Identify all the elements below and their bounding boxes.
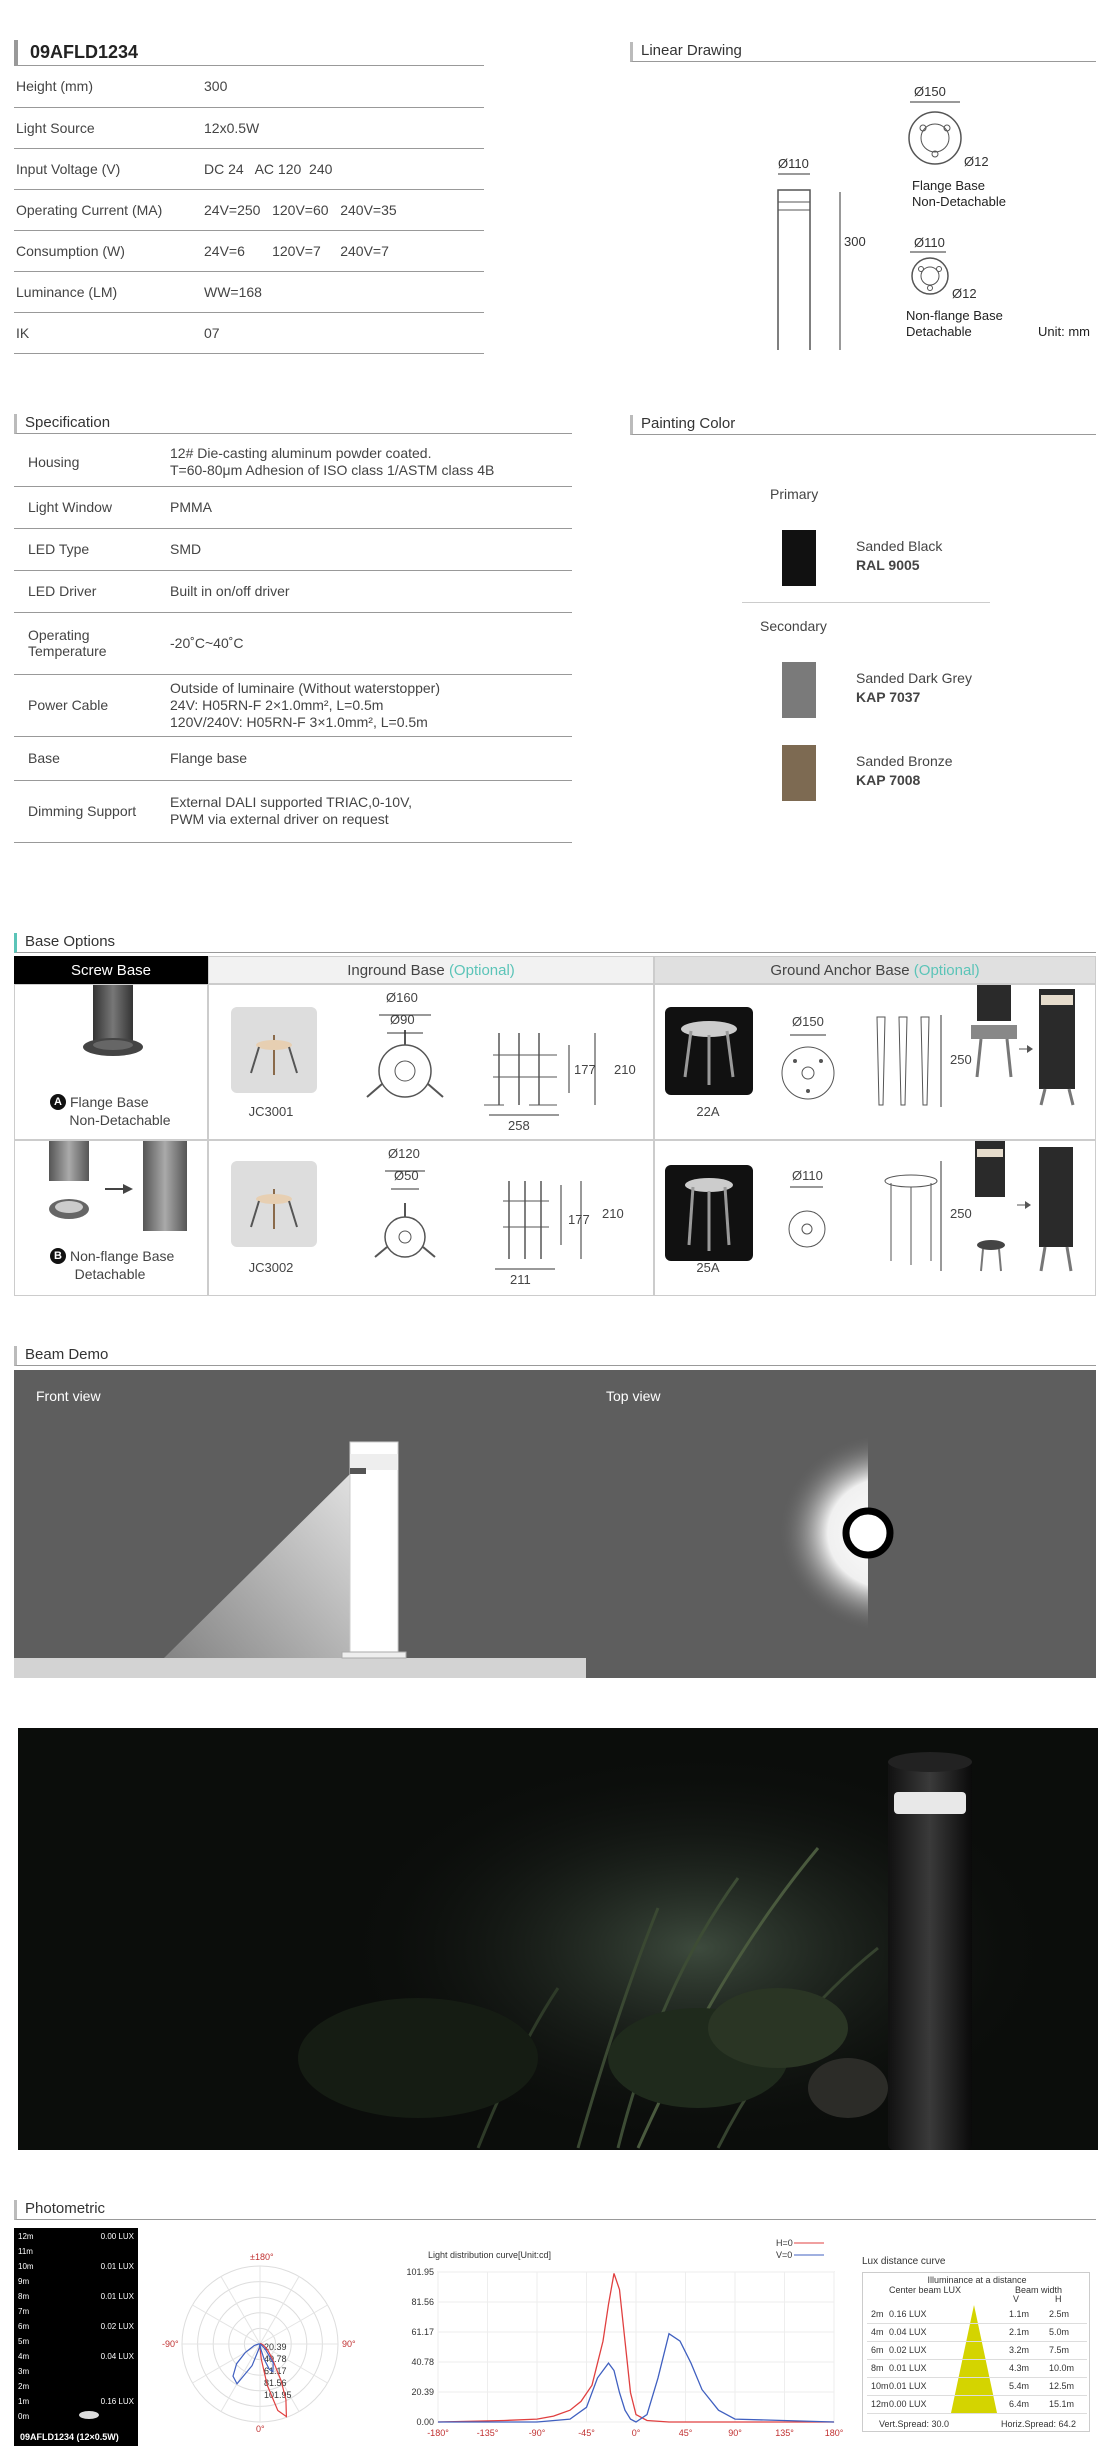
inground-title: Inground Base: [347, 962, 445, 979]
front-beam: [164, 1452, 350, 1658]
spec-value-line: External DALI supported TRIAC,0-10V,: [170, 794, 413, 810]
isolux-distance: 10m: [18, 2262, 34, 2271]
curve-xtick: 180°: [824, 2428, 844, 2438]
curve-xtick: 90°: [728, 2428, 742, 2438]
polar-ring-label: 101.95: [264, 2390, 292, 2400]
curve-xtick: 135°: [775, 2428, 794, 2438]
lux-distance: 10m: [871, 2381, 889, 2391]
spec-value: [170, 438, 572, 486]
lux-distance: 12m: [871, 2399, 889, 2409]
lux-beam-v: 4.3m: [1009, 2363, 1030, 2373]
main-diameter-label: Ø110: [778, 156, 809, 171]
tech-spec-value: WW=168: [204, 271, 484, 312]
spec-value: [170, 780, 572, 842]
lux-row-divider: [867, 2377, 1087, 2378]
isolux-value: 0.01 LUX: [100, 2262, 134, 2271]
inground2-d1: Ø120: [388, 1146, 420, 1161]
isolux-value: 0.04 LUX: [100, 2352, 134, 2361]
polar-ring-label: 61.17: [264, 2366, 287, 2376]
top-bollard: [846, 1511, 890, 1555]
front-view-label: Front view: [36, 1388, 101, 1404]
inground2-h2: 210: [602, 1206, 624, 1221]
spec-value: [170, 736, 572, 780]
lux-beam-h: 12.5m: [1049, 2381, 1075, 2391]
lux-value: 0.01 LUX: [889, 2363, 927, 2373]
lux-beam-v: 2.1m: [1009, 2327, 1030, 2337]
isolux-distance: 4m: [18, 2352, 30, 2361]
spec-label: Housing: [14, 438, 170, 486]
spec-value: [170, 612, 572, 674]
primary-label: Primary: [770, 486, 819, 502]
front-bollard: [350, 1442, 398, 1658]
lux-distance-box: [862, 2272, 1090, 2432]
tech-spec-label: Light Source: [14, 107, 204, 148]
polar-ring-label: 81.56: [264, 2378, 287, 2388]
inground1-h1: 177: [574, 1062, 596, 1077]
spec-value-line: Flange base: [170, 749, 248, 766]
spec-value-line: 120V/240V: H05RN-F 3×1.0mm², L=0.5m: [170, 713, 428, 730]
curve-xtick: 0°: [631, 2428, 641, 2438]
polar-chart: [150, 2244, 370, 2444]
anchor1-h: 250: [950, 1052, 972, 1067]
polar-bottom-label: 0°: [256, 2424, 265, 2434]
isolux-distance: 3m: [18, 2367, 30, 2376]
tech-spec-row: [14, 230, 484, 271]
lux-beam-v: 1.1m: [1009, 2309, 1030, 2319]
lux-row-divider: [867, 2323, 1087, 2324]
isolux-footer: 09AFLD1234 (12×0.5W): [20, 2432, 119, 2442]
base-options-header: Base Options: [14, 933, 1096, 953]
tech-spec-value: 24V=6 120V=7 240V=7: [204, 230, 484, 271]
anchor-25a-code: 25A: [696, 1260, 720, 1275]
spec-value-line: SMD: [170, 540, 202, 557]
curve-title: Light distribution curve[Unit:cd]: [428, 2250, 552, 2260]
polar-ring-label: 20.39: [264, 2342, 287, 2352]
flange-dia-label: Ø150: [914, 84, 946, 99]
isolux-panel: [14, 2228, 138, 2446]
tech-spec-label: Input Voltage (V): [14, 148, 204, 189]
painting-color-header: Painting Color: [630, 415, 1096, 435]
curve-xtick: -45°: [578, 2428, 595, 2438]
specification-header: Specification: [14, 414, 572, 434]
lux-col-center: Center beam LUX: [889, 2285, 962, 2295]
spec-label: Base: [14, 736, 170, 780]
spec-value-line: PMMA: [170, 498, 212, 515]
lux-distance: 6m: [871, 2345, 884, 2355]
tech-spec-row: [14, 271, 484, 312]
spec-label: Dimming Support: [14, 780, 170, 842]
inground-optional: (Optional): [448, 962, 515, 979]
unit-label: Unit: mm: [1038, 324, 1090, 339]
inground2-w: 211: [510, 1272, 531, 1287]
front-view-panel: [14, 1370, 586, 1678]
legend-h: H=0: [776, 2238, 793, 2248]
photometric-header: Photometric: [14, 2200, 1096, 2220]
legend-v: V=0: [776, 2250, 793, 2260]
spec-value-line: PWM via external driver on request: [170, 811, 389, 827]
spec-value: [170, 570, 572, 612]
lux-distance: 2m: [871, 2309, 884, 2319]
anchor-22a-code: 22A: [696, 1104, 720, 1119]
flange-base-caption: Flange Base: [70, 1094, 149, 1110]
isolux-distance: 12m: [18, 2232, 34, 2241]
isolux-distance: 1m: [18, 2397, 30, 2406]
linear-drawing: [630, 70, 1100, 350]
color-code-black: RAL 9005: [856, 557, 920, 573]
curve-xtick: -180°: [427, 2428, 449, 2438]
flange-hole-label: Ø12: [964, 154, 989, 169]
lux-beam-v: 5.4m: [1009, 2381, 1030, 2391]
nonflange-base-drawing: [912, 258, 948, 294]
screw-base-header: Screw Base: [14, 956, 208, 984]
anchor1-d: Ø150: [792, 1014, 824, 1029]
color-divider: [742, 602, 990, 603]
curve-xtick: 45°: [678, 2428, 693, 2438]
anchor2-h: 250: [950, 1206, 972, 1221]
spec-value-line: 24V: H05RN-F 2×1.0mm², L=0.5m: [170, 696, 384, 713]
spec-row: [14, 674, 572, 736]
spec-value-line: T=60-80μm Adhesion of ISO class 1/ASTM class 4B: [170, 461, 495, 478]
spec-row: [14, 570, 572, 612]
lux-distance: 8m: [871, 2363, 884, 2373]
tech-spec-label: Consumption (W): [14, 230, 204, 271]
spec-row: [14, 780, 572, 842]
lux-beam-v: 3.2m: [1009, 2345, 1030, 2355]
inground1-w: 258: [508, 1118, 530, 1133]
tech-spec-row: [14, 107, 484, 148]
linear-drawing-header: Linear Drawing: [630, 42, 1096, 62]
lux-col-beam: Beam width: [1015, 2285, 1063, 2295]
tech-spec-row: [14, 189, 484, 230]
tech-spec-value: 12x0.5W: [204, 107, 484, 148]
isolux-value: 0.00 LUX: [100, 2232, 134, 2241]
anchor-optional: (Optional): [913, 962, 980, 979]
isolux-value: 0.01 LUX: [100, 2292, 134, 2301]
spec-label: Power Cable: [14, 674, 170, 736]
color-name-black: Sanded Black: [856, 538, 943, 554]
lux-beam-h: 15.1m: [1049, 2399, 1075, 2409]
lux-distance-title: Lux distance curve: [862, 2256, 946, 2267]
swatch-bronze: [782, 745, 816, 801]
isolux-value: 0.16 LUX: [100, 2397, 134, 2406]
color-name-dark-grey: Sanded Dark Grey: [856, 670, 972, 686]
spec-value-line: -20˚C~40˚C: [170, 634, 244, 651]
lux-beam-v: 6.4m: [1009, 2399, 1030, 2409]
height-label: 300: [844, 234, 866, 249]
nonflange-base-sublabel: Detachable: [906, 324, 972, 339]
spec-label: LED Type: [14, 528, 170, 570]
model-title: 09AFLD1234: [14, 40, 484, 66]
jc3001-code: JC3001: [248, 1104, 294, 1119]
polar-right-label: 90°: [342, 2339, 356, 2349]
curve-ytick: 101.95: [406, 2267, 434, 2277]
spec-label: Operating Temperature: [14, 612, 170, 674]
lux-distance: 4m: [871, 2327, 884, 2337]
polar-left-label: -90°: [162, 2339, 179, 2349]
spec-value-line: Outside of luminaire (Without waterstopper): [170, 679, 440, 696]
nonflange-base-label: Non-flange Base: [906, 308, 1003, 323]
lux-col-v: V: [1013, 2294, 1020, 2304]
inground1-d1: Ø160: [386, 990, 418, 1005]
isolux-distance: 8m: [18, 2292, 30, 2301]
tech-spec-value: 24V=250 120V=60 240V=35: [204, 189, 484, 230]
night-scene-photo: [18, 1728, 1098, 2150]
curve-xtick: -90°: [528, 2428, 546, 2438]
top-view-panel: [586, 1370, 1096, 1678]
lux-value: 0.02 LUX: [889, 2345, 927, 2355]
flange-base-sublabel: Non-Detachable: [912, 194, 1006, 209]
nonflange-base-caption-sub: Detachable: [74, 1266, 146, 1282]
badge-a: A: [50, 1094, 66, 1110]
tech-spec-label: Height (mm): [14, 66, 204, 107]
inground2-h1: 177: [568, 1212, 590, 1227]
lux-beam-h: 2.5m: [1049, 2309, 1070, 2319]
spec-value-line: 12# Die-casting aluminum powder coated.: [170, 444, 432, 461]
nonflange-base-caption: Non-flange Base: [70, 1248, 175, 1264]
bollard-photo: [888, 1758, 972, 2150]
spec-row: [14, 486, 572, 528]
lux-value: 0.01 LUX: [889, 2381, 927, 2391]
spec-value: [170, 674, 572, 736]
secondary-label: Secondary: [760, 618, 827, 634]
isolux-distance: 11m: [18, 2247, 33, 2256]
lux-value: 0.16 LUX: [889, 2309, 927, 2319]
inground1-h2: 210: [614, 1062, 636, 1077]
spec-row: [14, 438, 572, 486]
flange-base-caption-sub: Non-Detachable: [69, 1112, 171, 1128]
curve-ytick: 40.78: [411, 2357, 434, 2367]
bollard-outline: [778, 190, 810, 350]
tech-spec-table: [14, 66, 484, 354]
tech-spec-row: [14, 66, 484, 107]
top-view-label: Top view: [606, 1388, 661, 1404]
curve-ytick: 0.00: [416, 2417, 434, 2427]
tech-spec-label: Luminance (LM): [14, 271, 204, 312]
swatch-black: [782, 530, 816, 586]
nonflange-hole-label: Ø12: [952, 286, 977, 301]
lux-header: Illuminance at a distance: [927, 2275, 1027, 2285]
swatch-dark-grey: [782, 662, 816, 718]
specification-table: [14, 438, 572, 843]
curve-ytick: 61.17: [411, 2327, 434, 2337]
polar-top-label: ±180°: [250, 2252, 274, 2262]
nonflange-dia-label: Ø110: [914, 235, 945, 250]
curve-ytick: 20.39: [411, 2387, 434, 2397]
tech-spec-value: 300: [204, 66, 484, 107]
tech-spec-row: [14, 312, 484, 353]
isolux-distance: 0m: [18, 2412, 30, 2421]
isolux-distance: 9m: [18, 2277, 30, 2286]
jc3002-code: JC3002: [248, 1260, 294, 1275]
lux-row-divider: [867, 2341, 1087, 2342]
isolux-value: 0.02 LUX: [100, 2322, 134, 2331]
lux-vert-spread: Vert.Spread: 30.0: [879, 2419, 950, 2429]
tech-spec-value: 07: [204, 312, 484, 353]
isolux-distance: 6m: [18, 2322, 30, 2331]
lux-horiz-spread: Horiz.Spread: 64.2: [1001, 2419, 1077, 2429]
lux-beam-h: 7.5m: [1049, 2345, 1070, 2355]
inground2-d2: Ø50: [394, 1168, 419, 1183]
spec-row: [14, 528, 572, 570]
inground1-d2: Ø90: [390, 1012, 415, 1027]
lux-row-divider: [867, 2359, 1087, 2360]
color-name-bronze: Sanded Bronze: [856, 753, 953, 769]
inground-base-header: [208, 956, 654, 984]
badge-b: B: [50, 1248, 66, 1264]
spec-value: [170, 528, 572, 570]
lux-value: 0.00 LUX: [889, 2399, 927, 2409]
anchor2-d: Ø110: [792, 1168, 823, 1183]
lux-row-divider: [867, 2413, 1087, 2414]
spec-label: LED Driver: [14, 570, 170, 612]
lux-col-h: H: [1055, 2294, 1062, 2304]
ground-anchor-header: [654, 956, 1096, 984]
anchor-title: Ground Anchor Base: [770, 962, 910, 979]
isolux-distance: 2m: [18, 2382, 30, 2391]
spec-row: [14, 612, 572, 674]
spec-row: [14, 736, 572, 780]
lux-beam-h: 10.0m: [1049, 2363, 1075, 2373]
lux-beam-h: 5.0m: [1049, 2327, 1070, 2337]
curve-ytick: 81.56: [411, 2297, 434, 2307]
spec-value-line: Built in on/off driver: [170, 582, 290, 599]
color-code-dark-grey: KAP 7037: [856, 689, 921, 705]
isolux-distance: 5m: [18, 2337, 30, 2346]
tech-spec-label: IK: [14, 312, 204, 353]
tech-spec-value: DC 24 AC 120 240: [204, 148, 484, 189]
flange-base-drawing: [909, 112, 961, 164]
tech-spec-label: Operating Current (MA): [14, 189, 204, 230]
flange-base-label: Flange Base: [912, 178, 985, 193]
polar-ring-label: 40.78: [264, 2354, 287, 2364]
spec-value: [170, 486, 572, 528]
lux-value: 0.04 LUX: [889, 2327, 927, 2337]
isolux-distance: 7m: [18, 2307, 30, 2316]
tech-spec-row: [14, 148, 484, 189]
color-code-bronze: KAP 7008: [856, 772, 921, 788]
beam-demo-header: Beam Demo: [14, 1346, 1096, 1366]
spec-label: Light Window: [14, 486, 170, 528]
curve-xtick: -135°: [476, 2428, 499, 2438]
lux-row-divider: [867, 2395, 1087, 2396]
light-distribution-chart: [394, 2236, 846, 2452]
